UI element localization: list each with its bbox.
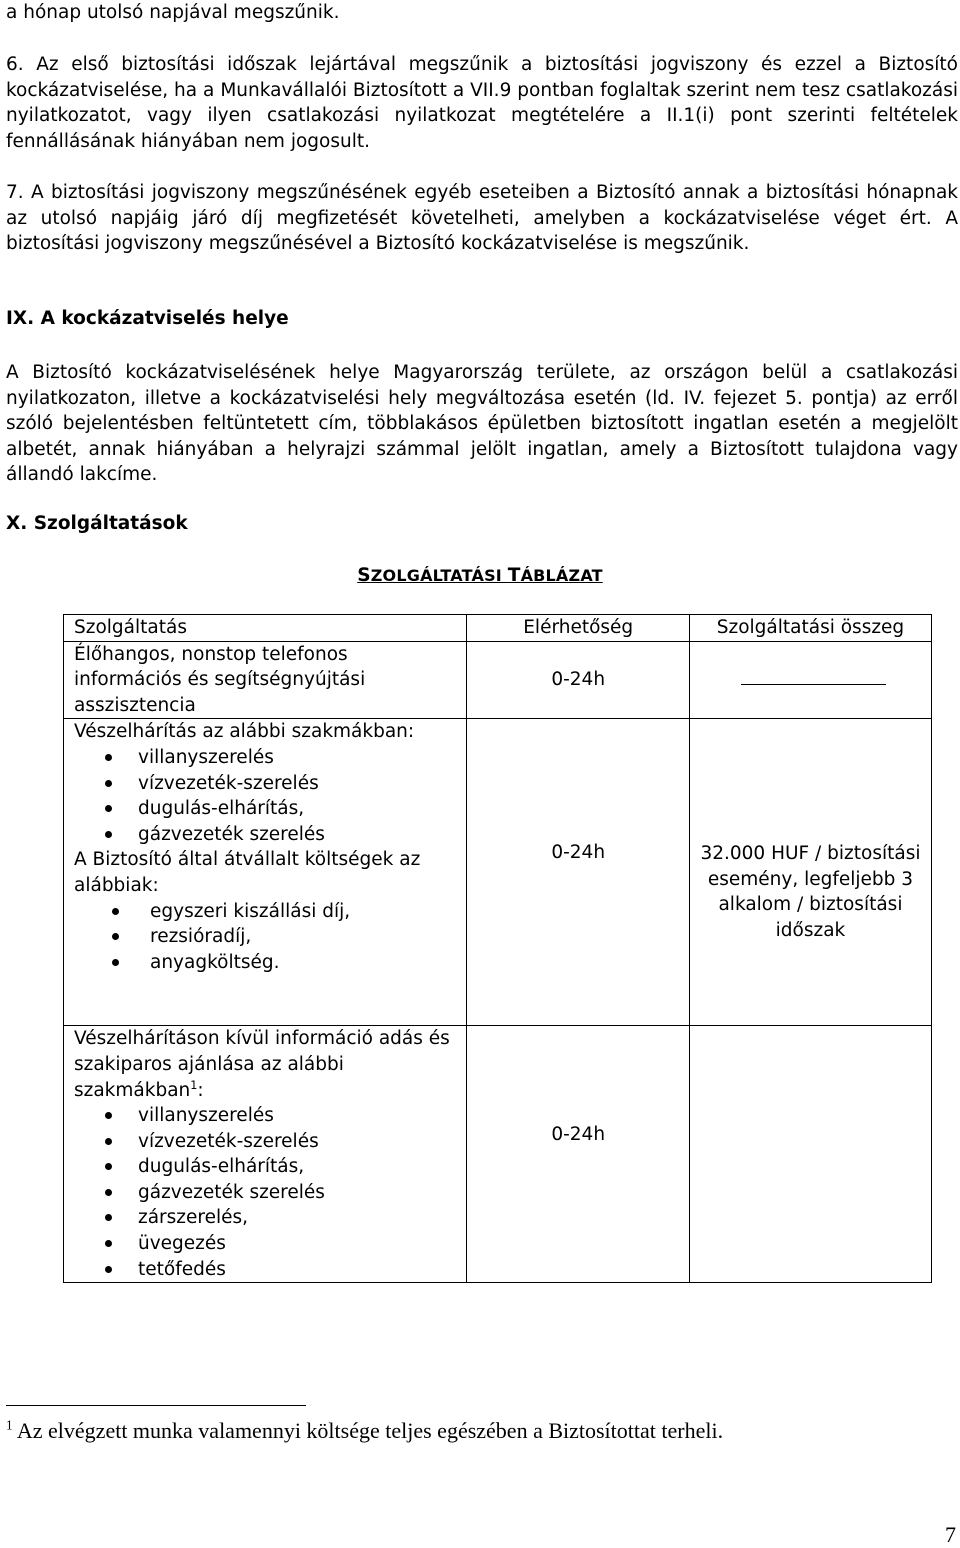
paragraph-risk-location: A Biztosító kockázatviselésének helye Magyarország területe, az országon belül a csatlakozási nyilatkozaton, illetve a kockázatviselési hely megváltozása esetén (ld. IV. fejezet 5. pontja) az erről szóló bejelentésben feltüntetett cím, többlakásos épületben biztosított ingatlan esetén a megjelölt albetét, annak hiányában a helyrajzi számmal jelölt ingatlan, amely a Biztosított tulajdona vagy állandó lakcíme. <box>6 362 958 486</box>
section-heading-x: X. Szolgáltatások <box>6 513 188 534</box>
information-intro: Vészelhárításon kívül információ adás és szakiparos ajánlása az alábbi szakmákban$^1$: <box>74 1028 450 1101</box>
emergency-trades-list <box>74 745 456 847</box>
emergency-intro: Vészelhárítás az alábbi szakmákban: <box>74 721 415 743</box>
footnote-ref: 1 <box>190 1078 198 1092</box>
cell-information-amount <box>689 1026 931 1283</box>
list-item: üvegezés <box>74 1231 456 1257</box>
cell-emergency-amount: 32.000 HUF / biztosítási esemény, legfeljebb 3 alkalom / biztosítási időszak <box>689 719 931 1026</box>
list-item: gázvezeték szerelés <box>74 822 456 848</box>
list-item: dugulás-elhárítás, <box>74 1154 456 1180</box>
footnote <box>6 1418 723 1444</box>
paragraph-end-of-month: a hónap utolsó napjával megszűnik. <box>6 2 340 23</box>
list-item: egyszeri kiszállási díj, <box>74 899 456 925</box>
list-item: gázvezeték szerelés <box>74 1180 456 1206</box>
footnote-separator <box>6 1405 306 1406</box>
list-item: villanyszerelés <box>74 745 456 771</box>
table-row-emergency <box>64 719 932 1026</box>
list-item: zárszerelés, <box>74 1205 456 1231</box>
blank-line <box>741 670 886 685</box>
cell-emergency-availability: 0-24h <box>467 719 690 1026</box>
cell-emergency-service <box>64 719 467 1026</box>
header-availability: Elérhetőség <box>467 615 690 642</box>
cell-assistance-service: Élőhangos, nonstop telefonos információs és segítségnyújtási asszisztencia <box>64 641 467 719</box>
list-item: rezsióradíj, <box>74 924 456 950</box>
table-title: SZOLGÁLTATÁSI TÁBLÁZAT <box>357 565 603 586</box>
costs-intro: A Biztosító által átvállalt költségek az alábbiak: <box>74 849 421 896</box>
list-item: vízvezeték-szerelés <box>74 771 456 797</box>
header-service: Szolgáltatás <box>64 615 467 642</box>
cell-information-availability: 0-24h <box>467 1026 690 1283</box>
list-item: vízvezeték-szerelés <box>74 1129 456 1155</box>
cell-assistance-availability: 0-24h <box>467 641 690 719</box>
table-row-assistance <box>64 641 932 719</box>
page-number: 7 <box>945 1522 956 1547</box>
costs-list <box>74 899 456 976</box>
list-item: tetőfedés <box>74 1257 456 1283</box>
paragraph-6: 6. Az első biztosítási időszak lejártával megszűnik a biztosítási jogviszony és ezzel a Biztosító kockázatviselése, ha a Munkavállalói Biztosított a VII.9 pontban foglaltak szerint nem tesz csatlakozási nyilatkozatot, vagy ilyen csatlakozási nyilatkozat megtételére a II.1(i) pont szerinti feltételek fennállásának hiányában nem jogosult. <box>6 54 958 152</box>
services-table <box>63 614 932 1283</box>
footnote-mark: 1 <box>6 1417 13 1433</box>
section-heading-ix: IX. A kockázatviselés helye <box>6 308 289 329</box>
paragraph-7: 7. A biztosítási jogviszony megszűnésének egyéb eseteiben a Biztosító annak a biztosítási hónapnak az utolsó napjáig járó díj megfizetését követelheti, amelyben a kockázatviselése véget ért. A biztosítási jogviszony megszűnésével a Biztosító kockázatviselése is megszűnik. <box>6 182 958 255</box>
cell-information-service <box>64 1026 467 1283</box>
header-amount: Szolgáltatási összeg <box>689 615 931 642</box>
information-trades-list <box>74 1103 456 1282</box>
footnote-text: Az elvégzett munka valamennyi költsége teljes egészében a Biztosítottat terheli. <box>12 1418 724 1443</box>
list-item: dugulás-elhárítás, <box>74 796 456 822</box>
cell-assistance-amount <box>689 641 931 719</box>
table-row-information <box>64 1026 932 1283</box>
list-item: villanyszerelés <box>74 1103 456 1129</box>
table-header-row <box>64 615 932 642</box>
list-item: anyagköltség. <box>74 950 456 976</box>
